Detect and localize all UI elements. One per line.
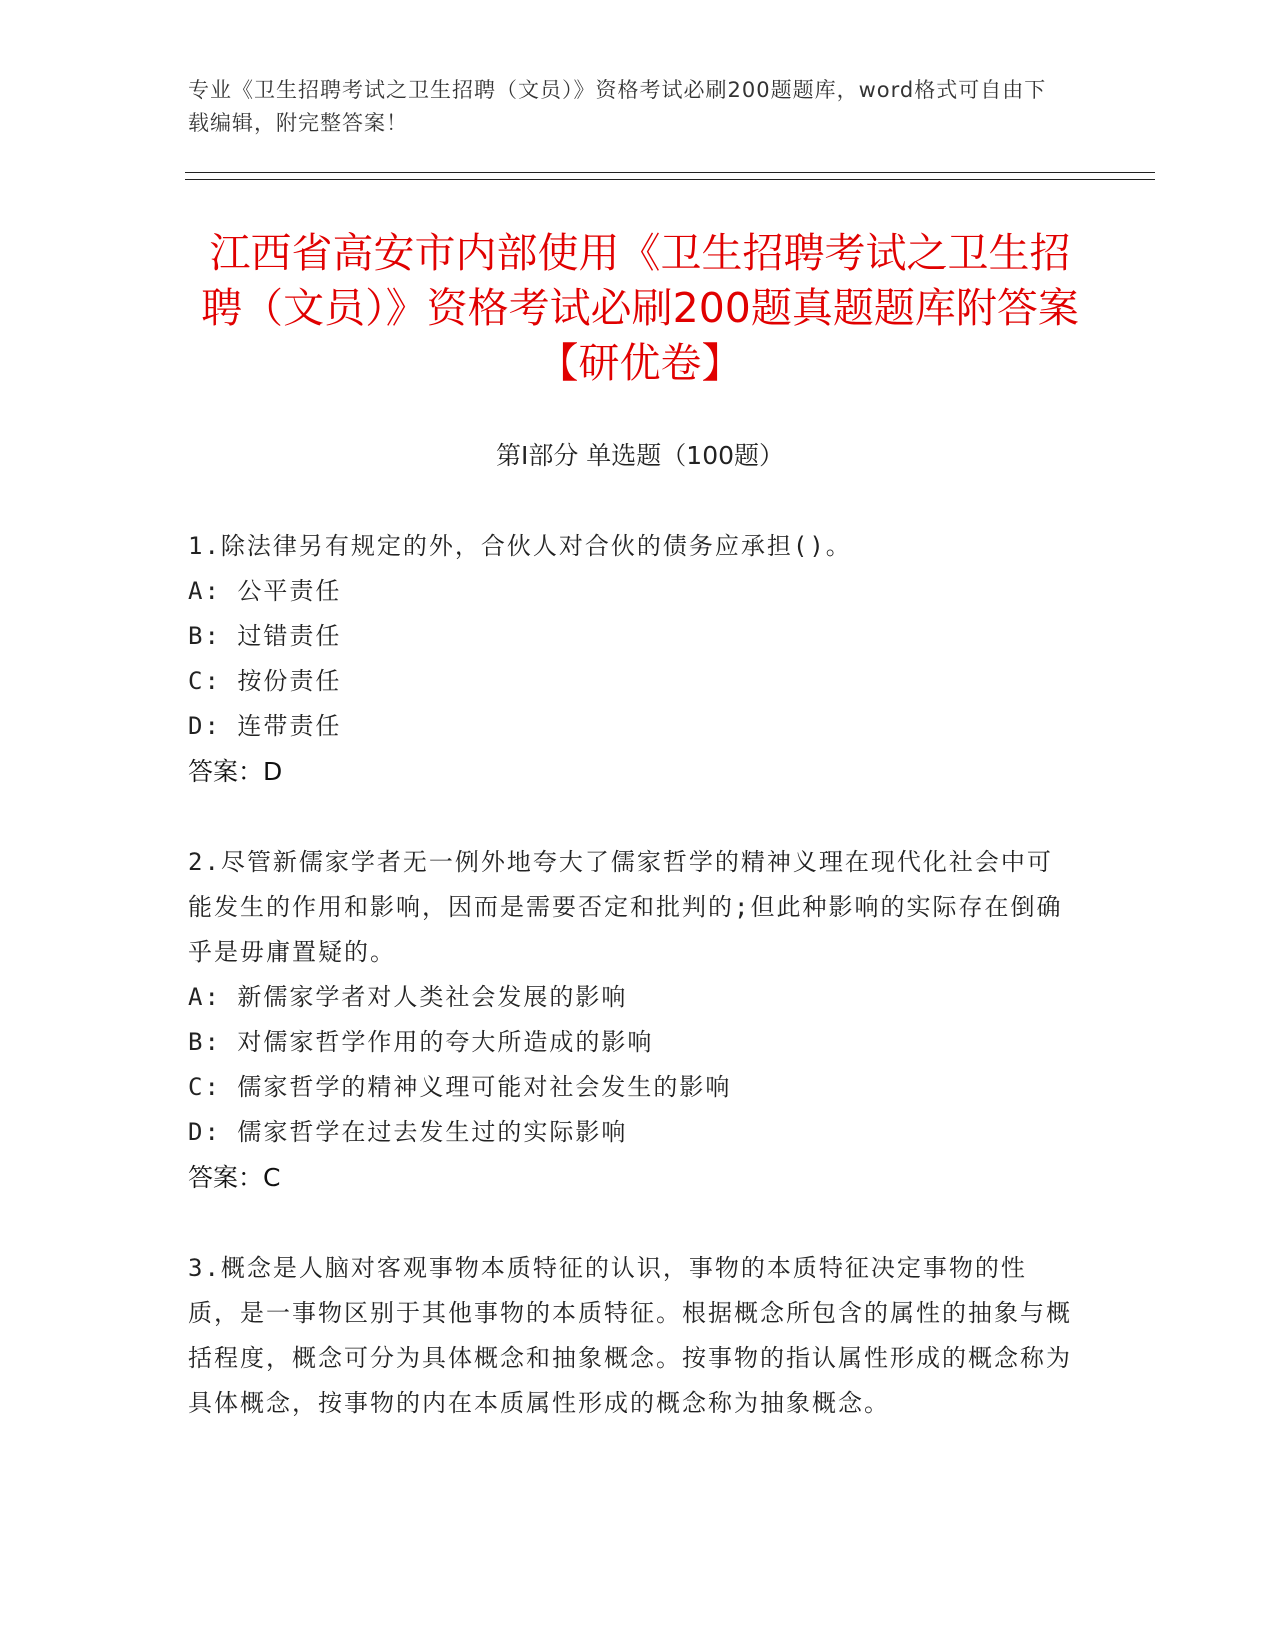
option-c: C: 儒家哲学的精神义理可能对社会发生的影响 [188,1073,732,1101]
answer: 答案：C [188,1163,281,1192]
header-divider-bottom [185,179,1155,180]
option-b: B: 对儒家哲学作用的夸大所造成的影响 [188,1028,654,1056]
question-list [188,524,1078,1472]
header-note: 专业《卫生招聘考试之卫生招聘（文员）》资格考试必刷200题题库，word格式可自由下载编辑，附完整答案！ [188,78,1047,135]
question-text: 3.概念是人脑对客观事物本质特征的认识，事物的本质特征决定事物的性质，是一事物区别于其他事物的本质特征。根据概念所包含的属性的抽象与概括程度，概念可分为具体概念和抽象概念。按事物的指认属性形成的概念称为具体概念，按事物的内在本质属性形成的概念称为抽象概念。 [188,1254,1072,1417]
answer: 答案：D [188,757,283,786]
question-text: 1.除法律另有规定的外，合伙人对合伙的债务应承担()。 [188,532,852,560]
option-d: D: 儒家哲学在过去发生过的实际影响 [188,1118,628,1146]
option-b: B: 过错责任 [188,622,342,650]
question-3 [188,1246,1078,1426]
section-title: 第Ⅰ部分 单选题（100题） [495,441,785,470]
option-c: C: 按份责任 [188,667,342,695]
option-a: A: 公平责任 [188,577,342,605]
option-a: A: 新儒家学者对人类社会发展的影响 [188,983,628,1011]
document-title: 江西省高安市内部使用《卫生招聘考试之卫生招聘（文员）》资格考试必刷200题真题题库附答案【研优卷】 [201,229,1079,387]
question-1 [188,524,1078,794]
question-2 [188,840,1078,1200]
option-d: D: 连带责任 [188,712,342,740]
header-divider-top [185,172,1155,173]
question-text: 2.尽管新儒家学者无一例外地夸大了儒家哲学的精神义理在现代化社会中可能发生的作用和影响，因而是需要否定和批判的;但此种影响的实际存在倒确乎是毋庸置疑的。 [188,848,1063,966]
